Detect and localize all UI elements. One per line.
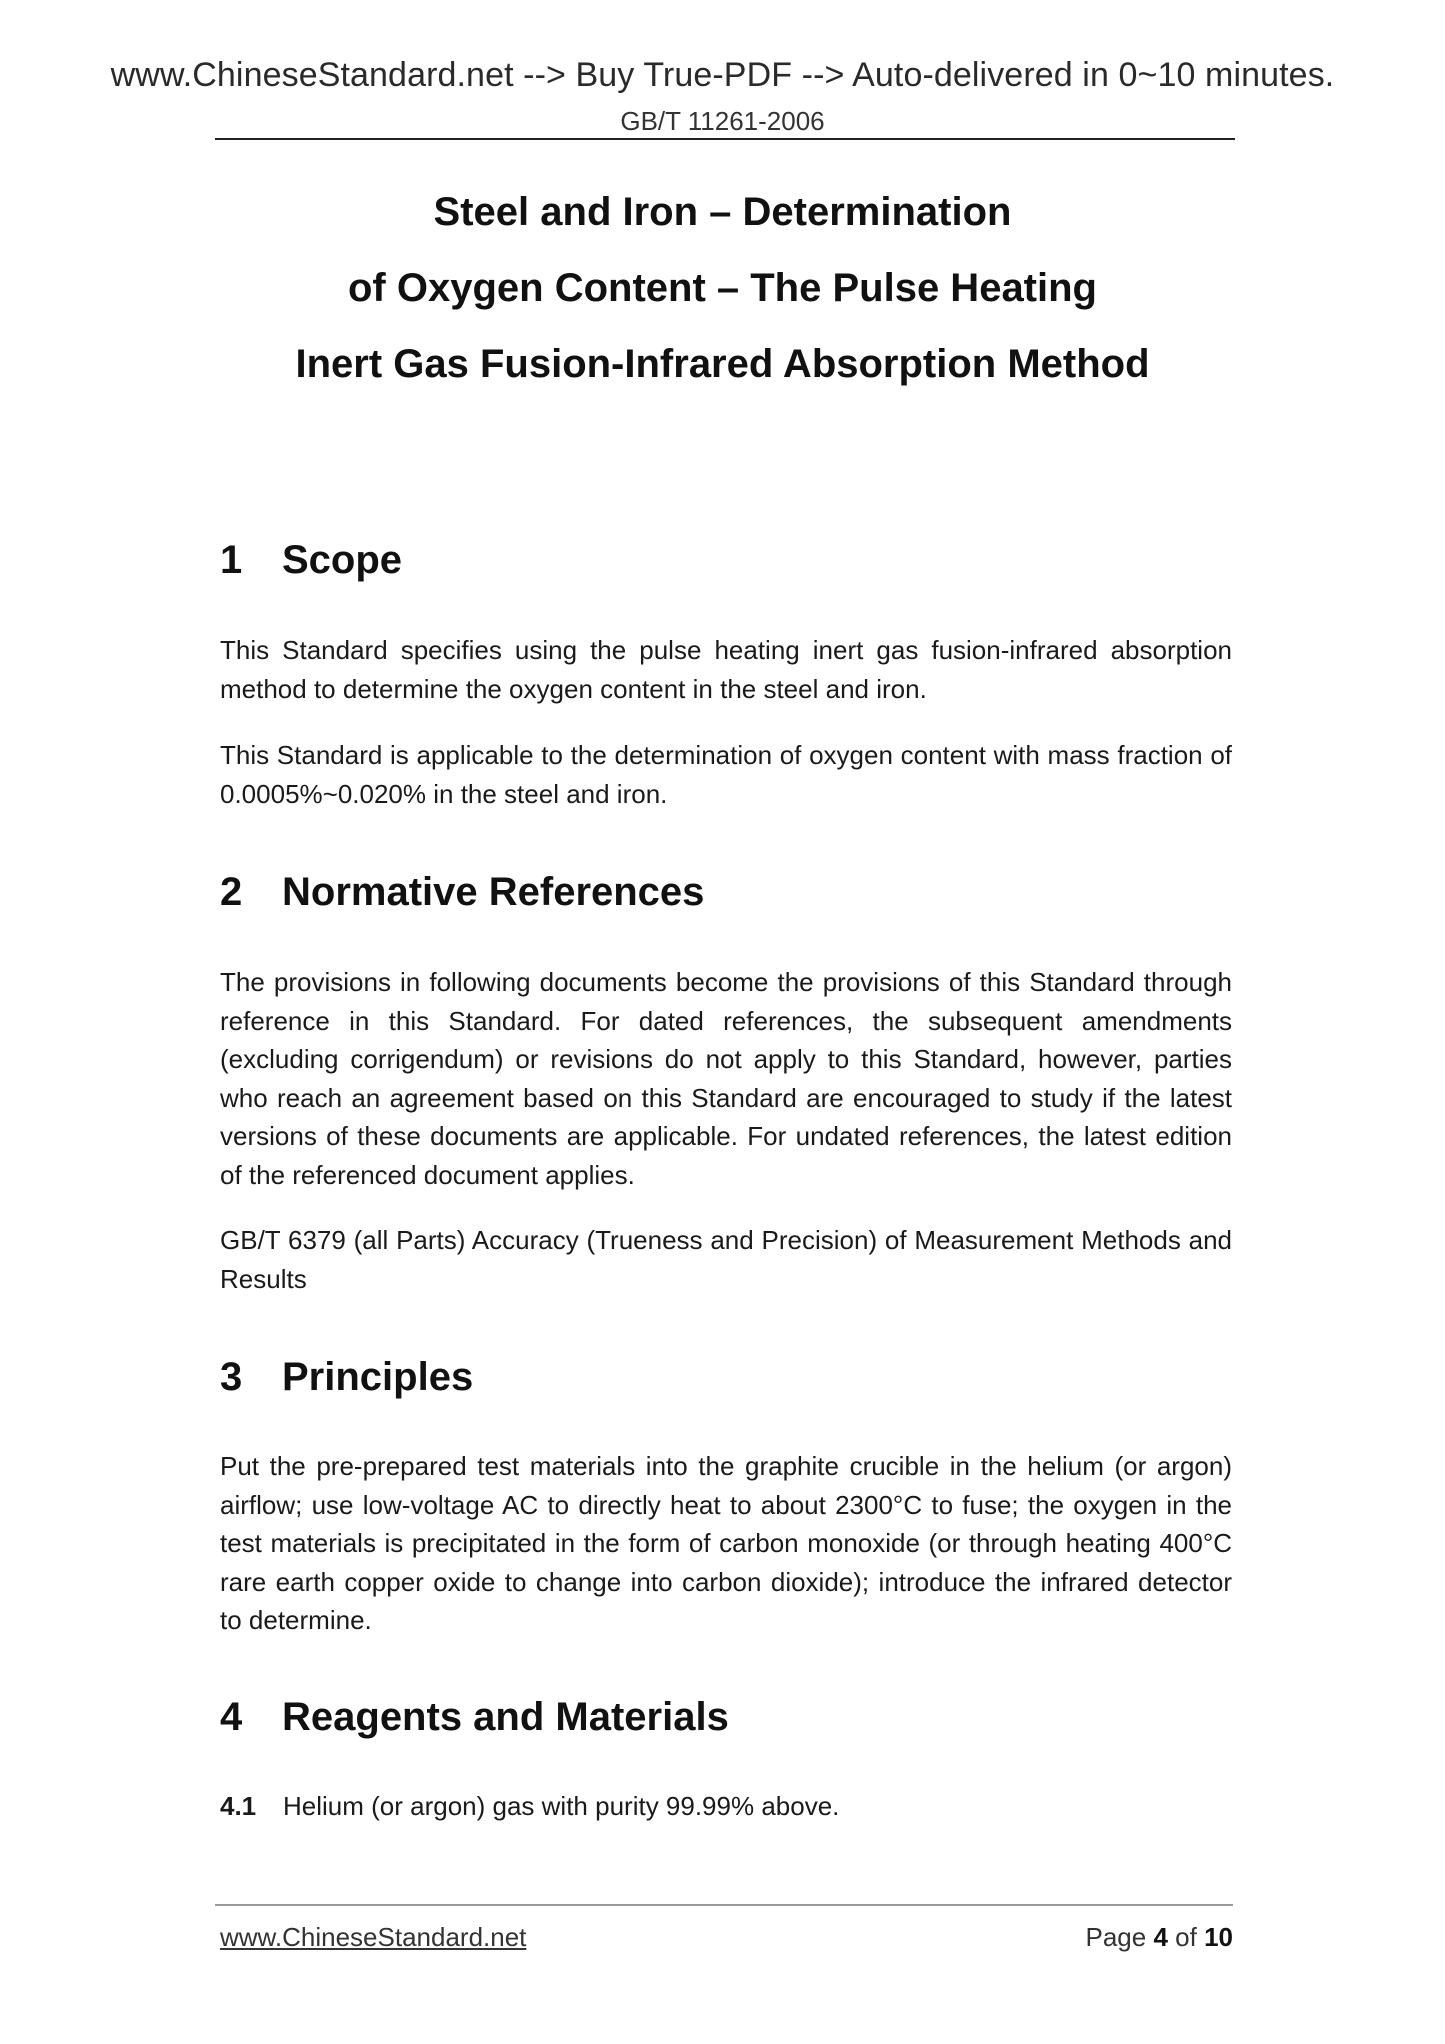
section-4-title: Reagents and Materials (282, 1695, 729, 1739)
footer-website-link[interactable]: www.ChineseStandard.net (220, 1922, 527, 1952)
clause-4-1-text: Helium (or argon) gas with purity 99.99% above. (283, 1791, 840, 1821)
section-4-number: 4 (220, 1695, 243, 1739)
clause-4-1 (220, 1787, 1232, 1825)
section-3-paragraph-1: Put the pre-prepared test materials into the graphite crucible in the helium (or argon) airflow; use low-voltage AC to directly heat to about 2300°C to fuse; the oxygen in the test materials is precipitated in the form of carbon monoxide (or through heating 400°C rare earth copper oxide to change into carbon dioxide); introduce the infrared detector to determine. (220, 1451, 1232, 1635)
section-1-paragraph-1: This Standard specifies using the pulse heating inert gas fusion-infrared absorption method to determine the oxygen content in the steel and iron. (220, 635, 1232, 704)
clause-4-1-number: 4.1 (220, 1791, 257, 1821)
section-2-reference: GB/T 6379 (all Parts) Accuracy (Trueness and Precision) of Measurement Methods and Results (220, 1225, 1232, 1294)
header-doc-code: GB/T 11261-2006 (620, 106, 825, 136)
section-2-paragraph-1: The provisions in following documents become the provisions of this Standard through reference in this Standard. For dated references, the subsequent amendments (excluding corrigendum) or revisions do not apply to this Standard, however, parties who reach an agreement based on this Standard are encouraged to study if the latest versions of these documents are applicable. For undated references, the latest edition of the referenced document applies. (220, 967, 1232, 1190)
page-current: 4 (1153, 1922, 1168, 1952)
footer-divider (215, 1904, 1233, 1906)
section-2-number: 2 (220, 870, 243, 914)
title-line-1: Steel and Iron – Determination (433, 190, 1012, 234)
header-banner: www.ChineseStandard.net --> Buy True-PDF --> Auto-delivered in 0~10 minutes. (110, 56, 1335, 94)
title-line-3: Inert Gas Fusion-Infrared Absorption Method (295, 342, 1150, 386)
section-3-heading (220, 1355, 473, 1400)
section-3-title: Principles (282, 1355, 474, 1399)
page-number (1085, 1922, 1233, 1953)
page-of: of (1175, 1922, 1197, 1952)
header-divider (215, 138, 1235, 140)
section-1-title: Scope (282, 538, 403, 582)
section-1-heading (220, 538, 402, 583)
section-2-title: Normative References (282, 870, 705, 914)
page-label: Page (1085, 1922, 1147, 1952)
title-line-2: of Oxygen Content – The Pulse Heating (348, 266, 1097, 310)
section-1-number: 1 (220, 538, 243, 582)
section-4-heading (220, 1695, 729, 1740)
section-2-heading (220, 870, 704, 915)
section-3-number: 3 (220, 1355, 243, 1399)
section-1-paragraph-2: This Standard is applicable to the determination of oxygen content with mass fraction of 0.0005%~0.020% in the steel and iron. (220, 740, 1232, 809)
page-total: 10 (1204, 1922, 1233, 1952)
